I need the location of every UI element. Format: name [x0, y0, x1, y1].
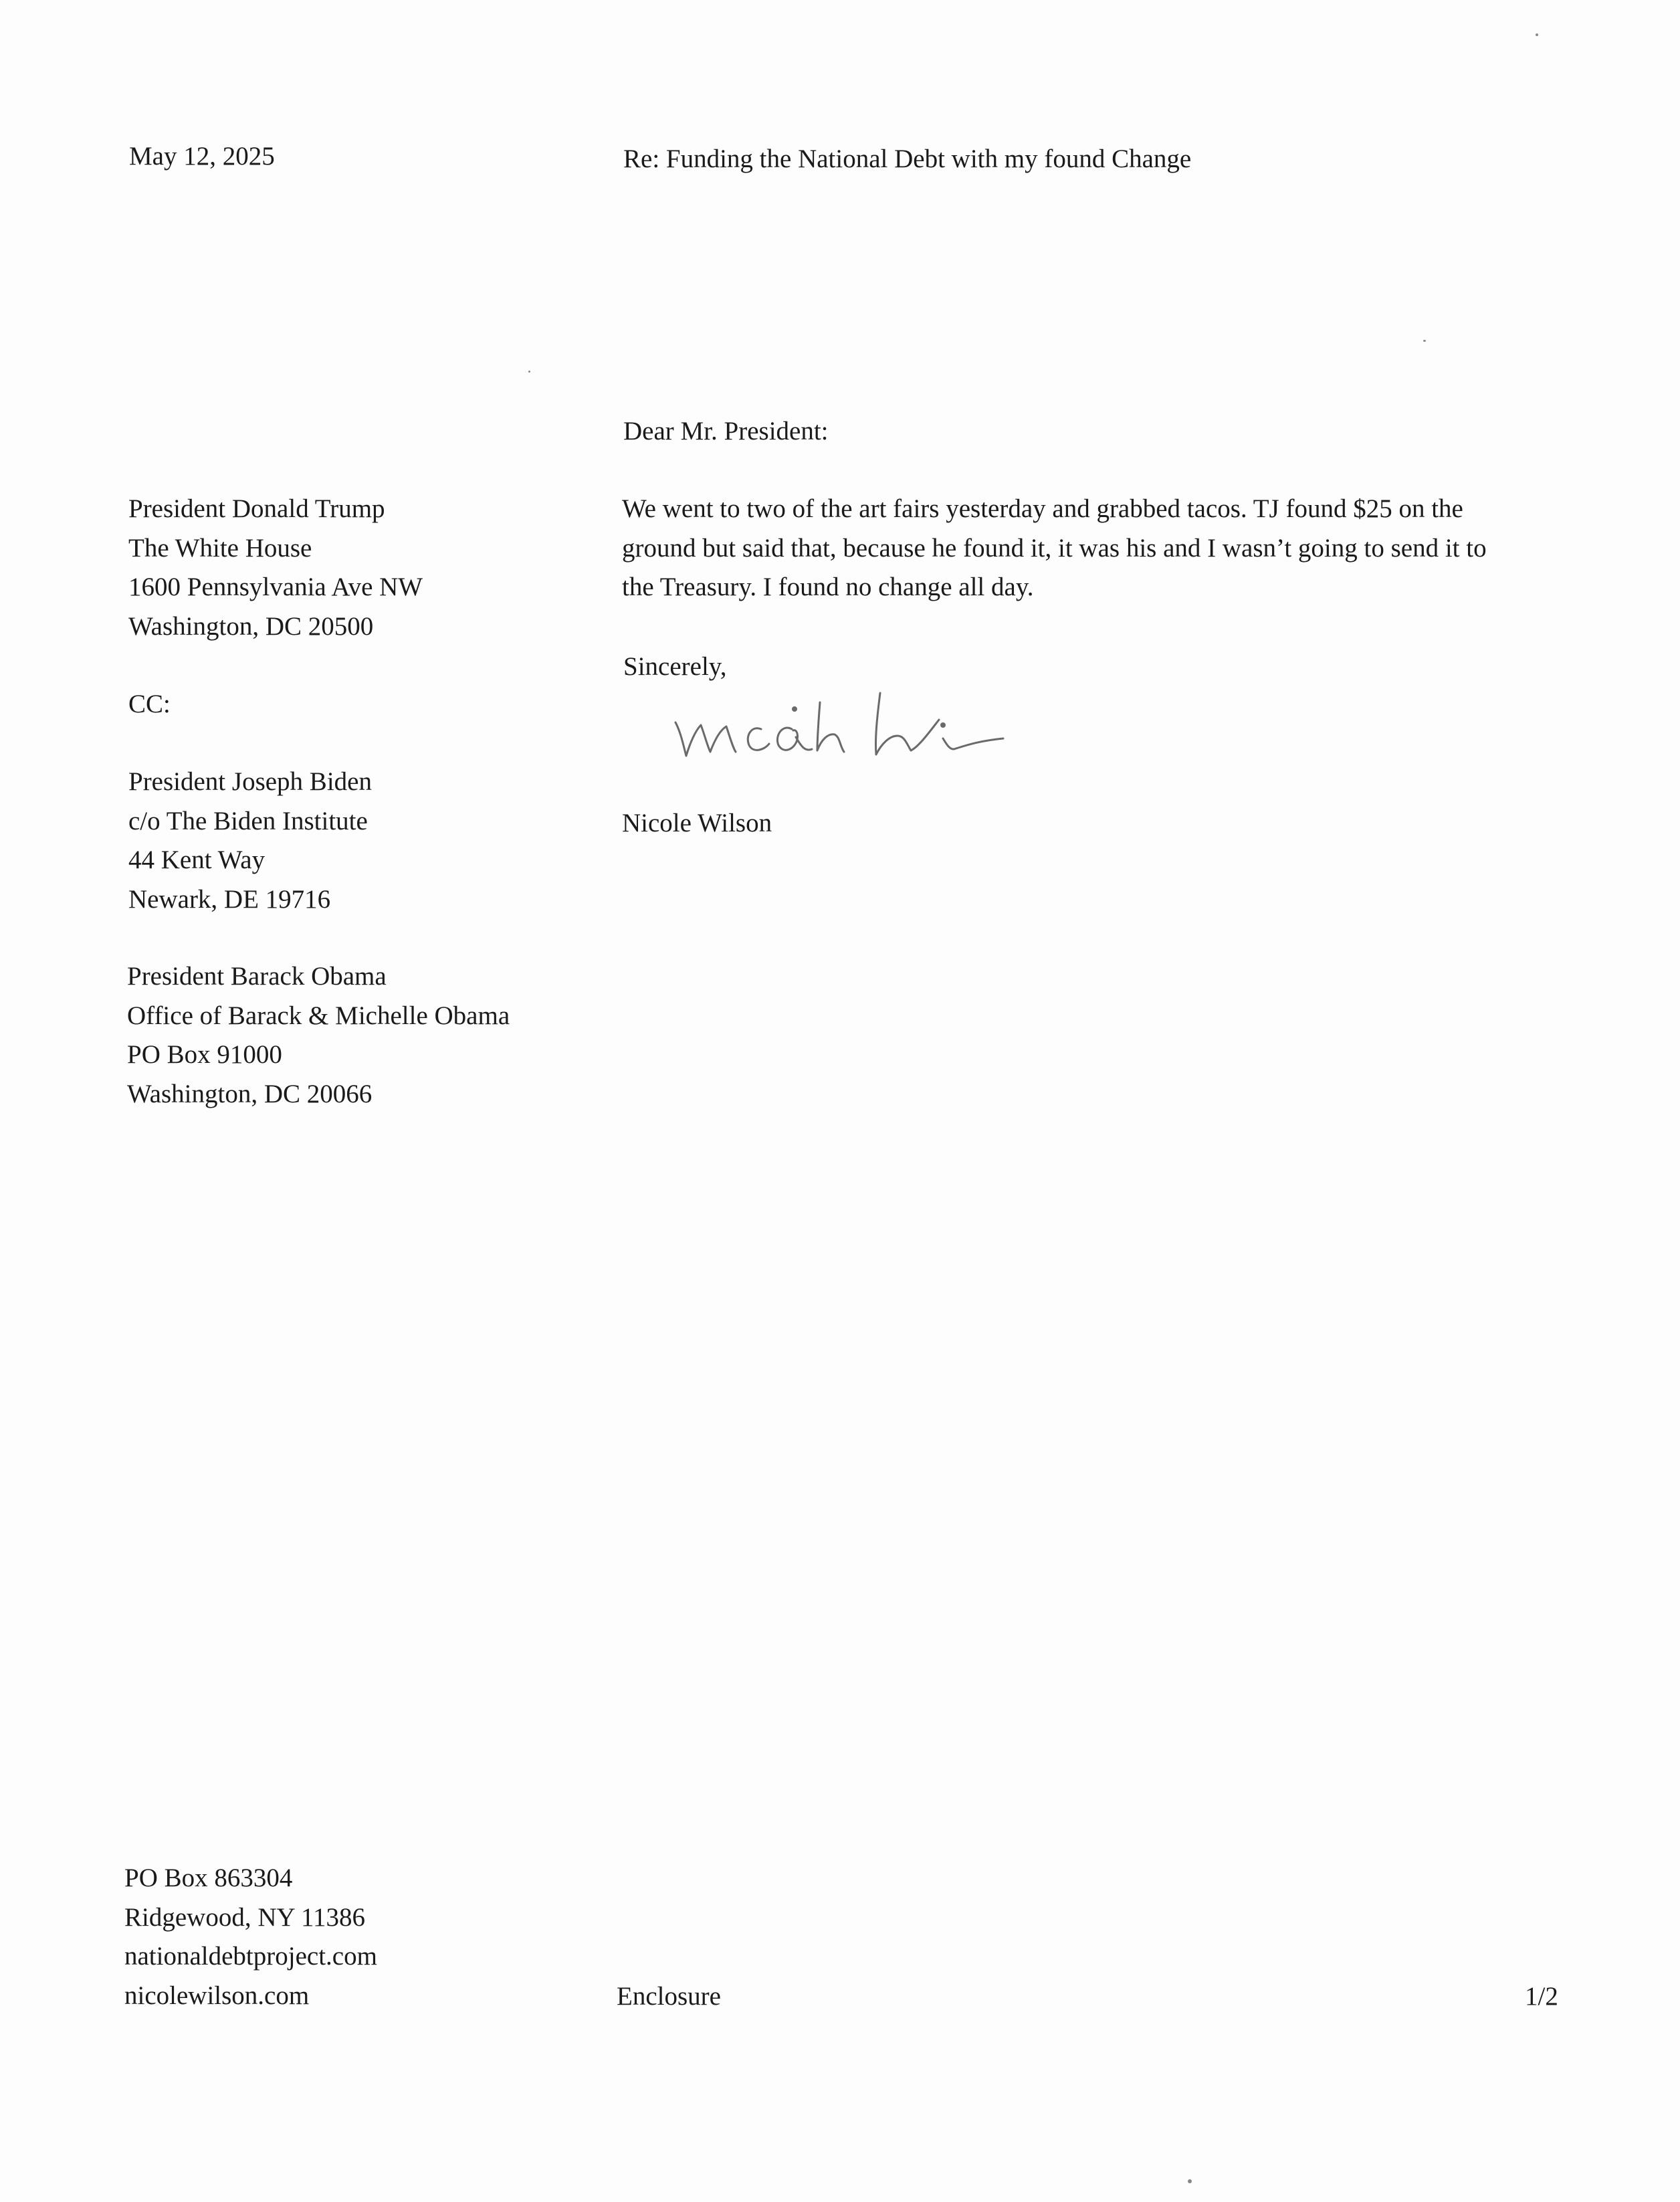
footer-line: nationaldebtproject.com [124, 1942, 377, 1971]
letter-subject: Re: Funding the National Debt with my found Change [623, 144, 1192, 173]
cc-address-obama [127, 957, 510, 1114]
recipient-address [128, 490, 423, 646]
address-line: Newark, DE 19716 [128, 884, 331, 914]
address-line: c/o The Biden Institute [128, 806, 368, 835]
body-line: the Treasury. I found no change all day. [622, 573, 1034, 601]
address-line: President Joseph Biden [128, 767, 372, 796]
enclosure-label: Enclosure [617, 1982, 721, 2011]
cc-address-biden [128, 763, 372, 919]
address-line: 1600 Pennsylvania Ave NW [128, 573, 423, 601]
footer-line: Ridgewood, NY 11386 [124, 1902, 366, 1932]
body-line: ground but said that, because he found it, it was his and I wasn’t going to send it to [622, 533, 1487, 563]
footer-line: nicolewilson.com [124, 1981, 310, 2010]
cc-label: CC: [128, 690, 171, 718]
footer-address [124, 1859, 377, 2015]
address-line: 44 Kent Way [128, 845, 266, 874]
scan-speck [528, 371, 530, 373]
scan-speck [1423, 340, 1426, 342]
address-line: PO Box 91000 [127, 1040, 282, 1069]
letter-body [622, 490, 1558, 607]
letter-date: May 12, 2025 [129, 142, 275, 171]
salutation: Dear Mr. President: [623, 417, 829, 445]
scan-speck [1536, 33, 1538, 36]
address-line: President Barack Obama [127, 962, 387, 991]
body-line: We went to two of the art fairs yesterday and grabbed tacos. TJ found $25 on the [622, 494, 1463, 523]
address-line: Washington, DC 20066 [127, 1079, 373, 1108]
address-line: President Donald Trump [128, 494, 385, 523]
page-number: 1/2 [1525, 1982, 1558, 2011]
handwritten-signature [669, 682, 1043, 769]
address-line: Washington, DC 20500 [128, 611, 374, 641]
closing: Sincerely, [623, 652, 727, 681]
signer-name: Nicole Wilson [622, 809, 772, 837]
address-line: The White House [128, 533, 312, 563]
address-line: Office of Barack & Michelle Obama [127, 1001, 510, 1030]
scan-speck [1188, 2179, 1192, 2183]
footer-line: PO Box 863304 [124, 1864, 293, 1892]
